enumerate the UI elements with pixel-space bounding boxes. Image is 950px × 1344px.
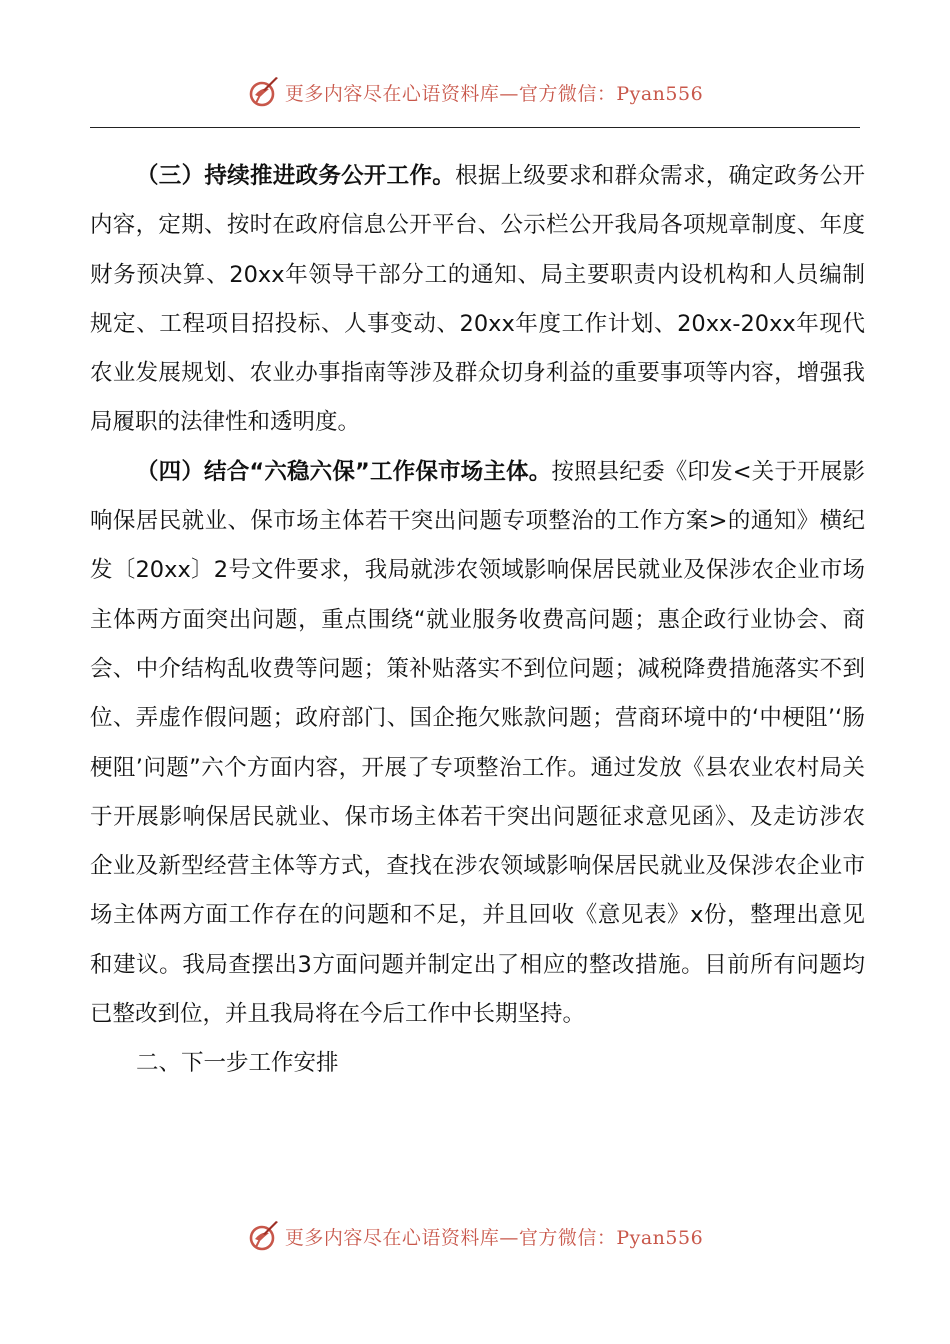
footer-banner [0,1214,950,1258]
paragraph-3-heading: （三）持续推进政务公开工作。 [136,163,456,189]
paragraph-4 [90,448,865,1040]
paragraph-3 [90,152,865,448]
document-body [90,152,865,1089]
quill-seal-icon [247,75,281,109]
header-banner [0,70,950,114]
header-banner-text: 更多内容尽在心语资料库—官方微信：Pyan556 [284,82,704,105]
paragraph-4-text: 按照县纪委《印发<关于开展影响保居民就业、保市场主体若干突出问题专项整治的工作方案>的通知》横纪发〔20xx〕2号文件要求，我局就涉农领域影响保居民就业及保涉农企业市场主体两方面突出问题，重点围绕“就业服务收费高问题；惠企政行业协会、商会、中介结构乱收费等问题；策补贴落实不到位问题；减税降费措施落实不到位、弄虚作假问题；政府部门、国企拖欠账款问题；营商环境中的‘中梗阻’‘肠梗阻’问题”六个方面内容，开展了专项整治工作。通过发放《县农业农村局关于开展影响保居民就业、保市场主体若干突出问题征求意见函》、及走访涉农企业及新型经营主体等方式，查找在涉农领域影响保居民就业及保涉农企业市场主体两方面工作存在的问题和不足，并且回收《意见表》x份，整理出意见和建议。我局查摆出3方面问题并制定出了相应的整改措施。目前所有问题均已整改到位，并且我局将在今后工作中长期坚持。 [90,458,866,1028]
quill-seal-icon [247,1219,281,1253]
header-divider [90,127,860,128]
paragraph-3-text: 根据上级要求和群众需求，确定政务公开内容，定期、按时在政府信息公开平台、公示栏公开我局各项规章制度、年度财务预决算、20xx年领导干部分工的通知、局主要职责内设机构和人员编制规定、工程项目招投标、人事变动、20xx年度工作计划、20xx-20xx年现代农业发展规划、农业办事指南等涉及群众切身利益的重要事项等内容，增强我局履职的法律性和透明度。 [90,163,865,436]
section-title: 二、下一步工作安排 [136,1050,339,1077]
footer-banner-text: 更多内容尽在心语资料库—官方微信：Pyan556 [284,1226,704,1249]
paragraph-4-heading: （四）结合“六稳六保”工作保市场主体。 [136,458,552,485]
